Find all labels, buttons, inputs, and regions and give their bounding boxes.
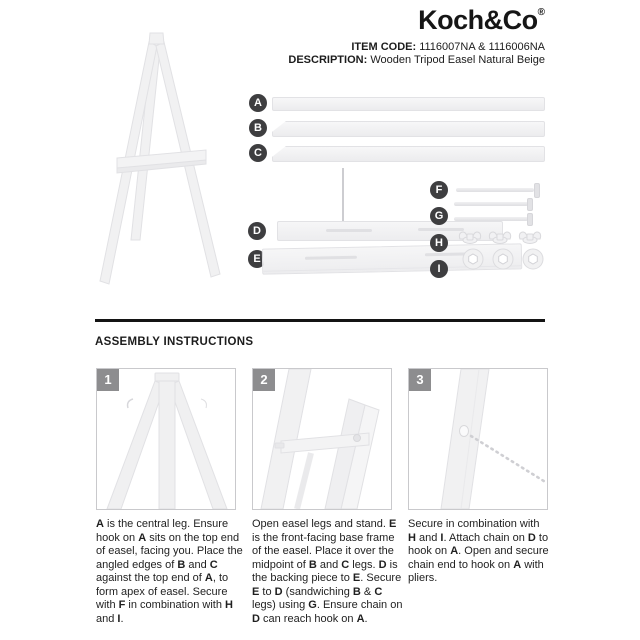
- part-g-bolt-head: [527, 213, 533, 226]
- step-1-card: [96, 368, 236, 510]
- part-e-slot: [305, 256, 357, 260]
- brand-logo-text: Koch&Co: [418, 5, 538, 35]
- part-b-leg: [272, 121, 545, 137]
- step-3-card: [408, 368, 548, 510]
- part-label-i: I: [430, 260, 448, 278]
- part-label-h: H: [430, 234, 448, 252]
- description-line: [288, 54, 545, 67]
- part-g-bolt-head: [527, 198, 533, 211]
- description-value: Wooden Tripod Easel Natural Beige: [370, 54, 545, 66]
- step-1-number-badge: 1: [97, 369, 119, 391]
- part-label-e: E: [248, 250, 266, 268]
- step-2-number-badge: 2: [253, 369, 275, 391]
- part-label-g: G: [430, 207, 448, 225]
- part-h-wing-nut: [517, 228, 543, 245]
- part-g-bolt-shaft: [454, 217, 528, 221]
- part-d-chain-pin: [342, 168, 344, 224]
- description-label: DESCRIPTION:: [288, 54, 368, 66]
- brand-logo: [418, 5, 545, 36]
- part-f-bolt-shaft: [456, 188, 534, 192]
- part-label-f: F: [430, 181, 448, 199]
- part-label-c: C: [249, 144, 267, 162]
- step-3-number-badge: 3: [409, 369, 431, 391]
- assembly-instructions-heading: ASSEMBLY INSTRUCTIONS: [95, 336, 254, 348]
- part-c-leg: [272, 146, 545, 162]
- step-1-text: A is the central leg. Ensure hook on A sits on the top end of easel, facing you. Place the angled edges of B and C against the top end of A, to form apex of easel. Secure with F in combination with H and I.: [96, 518, 243, 625]
- product-codes: [288, 41, 545, 67]
- part-i-nut: [522, 248, 544, 270]
- section-divider: [95, 319, 545, 322]
- part-label-a: A: [249, 94, 267, 112]
- chain-line: [471, 436, 547, 483]
- step-3-text: Secure in combination with H and I. Attach chain on D to hook on A. Open and secure chain end to hook on A with pliers.: [408, 518, 549, 584]
- part-h-wing-nut: [457, 228, 483, 245]
- part-g-bolt-shaft: [454, 202, 528, 206]
- step-2-card: [252, 368, 392, 510]
- part-label-d: D: [248, 222, 266, 240]
- part-label-b: B: [249, 119, 267, 137]
- registered-mark: ®: [537, 7, 545, 18]
- part-a-central-leg: [272, 97, 545, 111]
- part-i-nut: [462, 248, 484, 270]
- item-code-label: ITEM CODE:: [351, 41, 417, 53]
- item-code-line: [288, 41, 545, 54]
- step-2-text: Open easel legs and stand. E is the front-facing base frame of the easel. Place it over the midpoint of B and C legs. D is the backing piece to E. Secure E to D (sandwiching B & C legs) using G. Ensure chain on D can reach hook on A.: [252, 518, 403, 625]
- part-i-nut: [492, 248, 514, 270]
- part-d-slot: [326, 229, 372, 232]
- part-f-bolt-head: [534, 183, 540, 198]
- item-code-value: 1116007NA & 1116006NA: [419, 41, 545, 53]
- part-h-wing-nut: [487, 228, 513, 245]
- easel-illustration: [60, 20, 250, 300]
